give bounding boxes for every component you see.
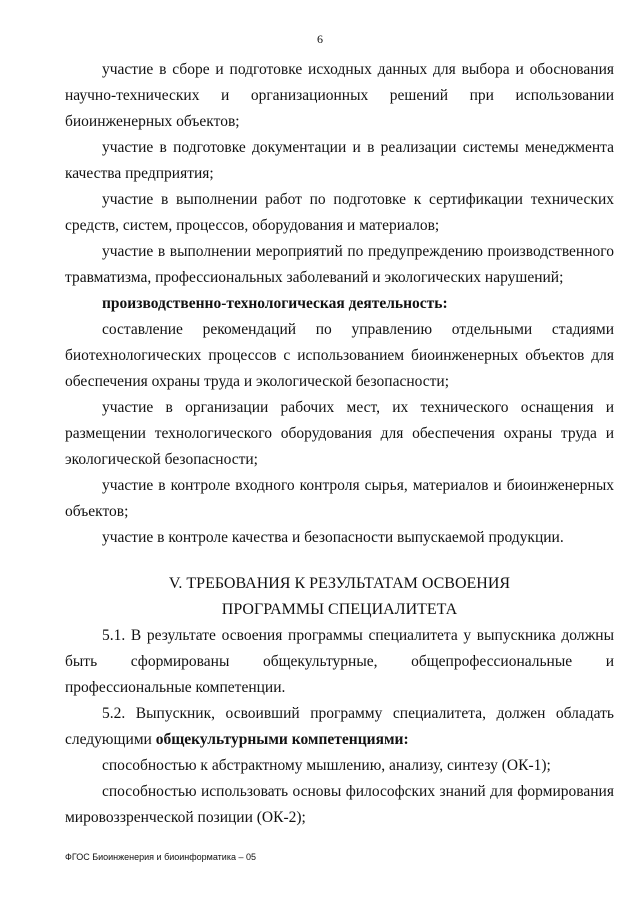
paragraph-5-2-text: 5.2. Выпускник, освоивший программу специалитета, должен обладать следующими <box>65 705 614 748</box>
paragraph-5-1: 5.1. В результате освоения программы специалитета у выпускника должны быть сформированы общекультурные, общепрофессиональные и профессиональные компетенции. <box>65 627 614 696</box>
section-title-line-1: V. ТРЕБОВАНИЯ К РЕЗУЛЬТАТАМ ОСВОЕНИЯ <box>168 575 511 592</box>
competency-item: способностью использовать основы философских знаний для формирования мировоззренческой позиции (ОК-2); <box>65 783 614 826</box>
activity-heading: производственно-технологическая деятельность: <box>102 295 448 312</box>
paragraph: участие в контроле качества и безопасности выпускаемой продукции. <box>102 529 564 546</box>
paragraph: участие в выполнении работ по подготовке к сертификации технических средств, систем, процессов, оборудования и материалов; <box>65 191 614 234</box>
paragraph: участие в выполнении мероприятий по предупреждению производственного травматизма, профессиональных заболеваний и экологических нарушений; <box>65 243 614 286</box>
spacer <box>65 551 614 571</box>
page-content <box>65 57 614 831</box>
paragraph-5-2-bold: общекультурными компетенциями: <box>155 731 409 748</box>
page-number: 6 <box>317 32 323 46</box>
paragraph: составление рекомендаций по управлению отдельными стадиями биотехнологических процессов с использованием биоинженерных объектов для обеспечения охраны труда и экологической безопасности; <box>65 321 614 390</box>
paragraph: участие в контроле входного контроля сырья, материалов и биоинженерных объектов; <box>65 477 614 520</box>
competency-item: способностью к абстрактному мышлению, анализу, синтезу (ОК-1); <box>102 757 551 774</box>
paragraph-5-2 <box>65 701 614 753</box>
paragraph: участие в организации рабочих мест, их технического оснащения и размещении технологического оборудования для обеспечения охраны труда и экологической безопасности; <box>65 399 614 468</box>
section-title-line-2: ПРОГРАММЫ СПЕЦИАЛИТЕТА <box>221 601 458 618</box>
paragraph: участие в сборе и подготовке исходных данных для выбора и обоснования научно-технических и организационных решений при использовании биоинженерных объектов; <box>65 61 614 130</box>
footer-text: ФГОС Биоинженерия и биоинформатика – 05 <box>65 852 256 862</box>
paragraph: участие в подготовке документации и в реализации системы менеджмента качества предприятия; <box>65 139 614 182</box>
